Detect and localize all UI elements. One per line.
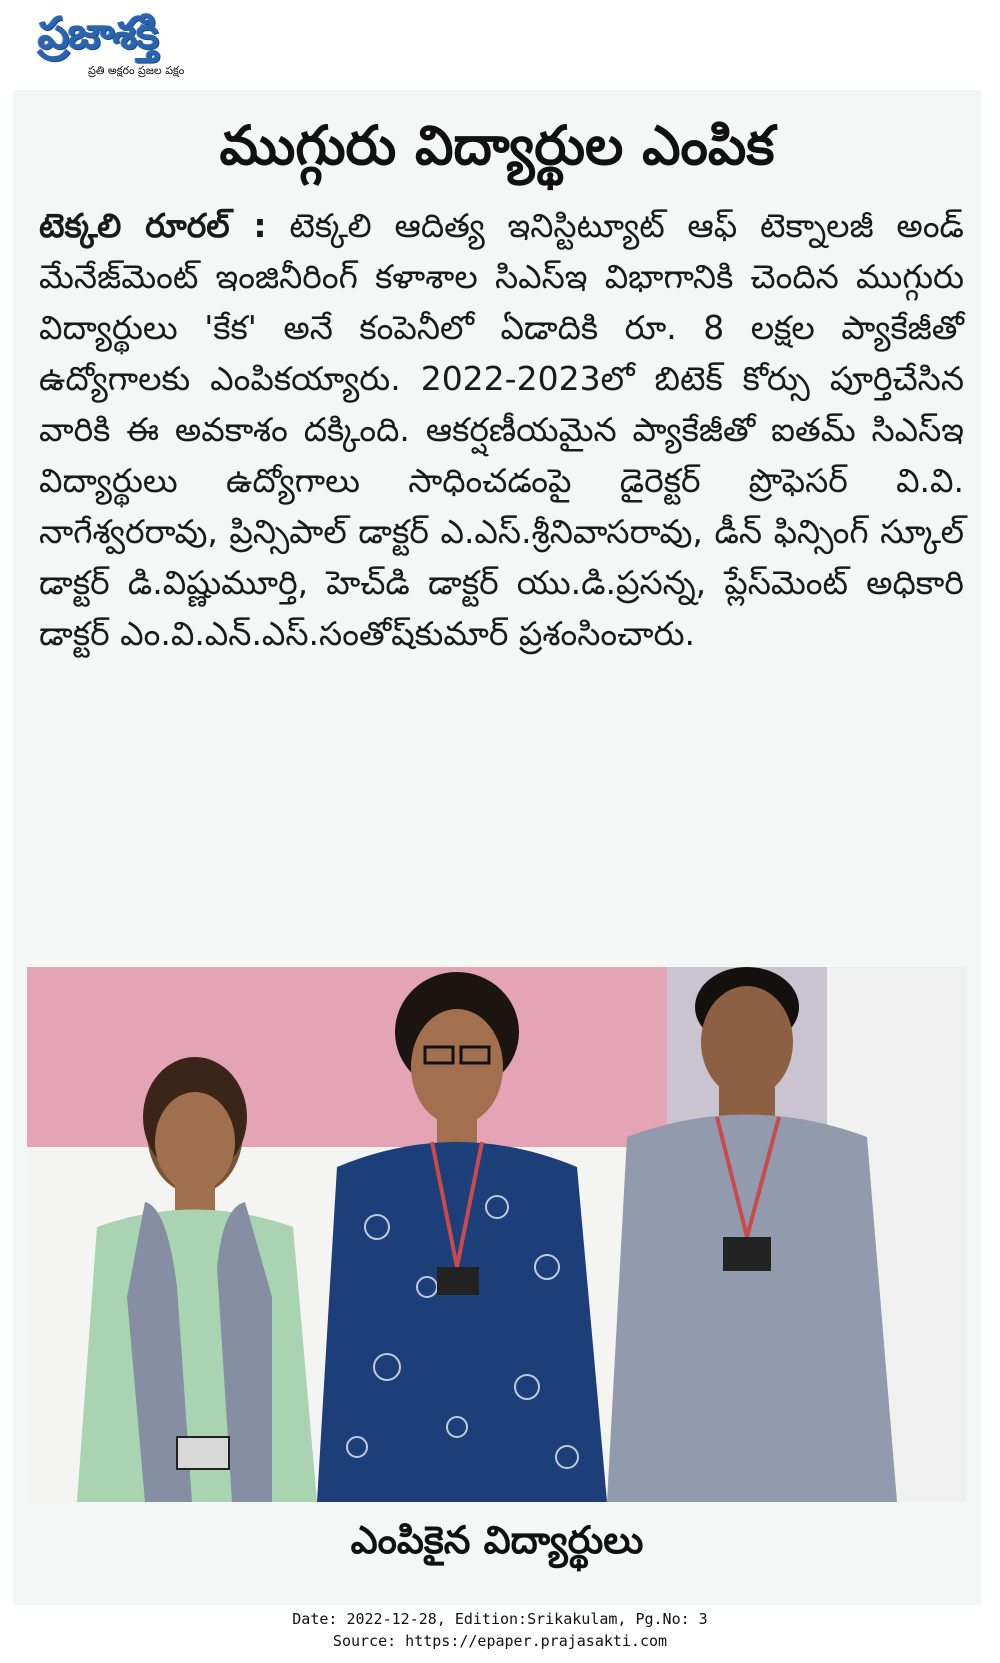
article-dateline: టెక్కలి రూరల్ :: [39, 206, 267, 245]
newspaper-logo: ప్రజాశక్తి: [38, 8, 159, 59]
footer-date-edition: Date: 2022-12-28, Edition:Srikakulam, Pg.No: 3: [292, 1610, 708, 1628]
article-body: [39, 200, 964, 659]
masthead: [38, 6, 283, 84]
news-article: [13, 90, 981, 1605]
photo-illustration: [27, 967, 967, 1502]
footer-source: Source: https://epaper.prajasakti.com: [332, 1632, 668, 1650]
photo-caption: ఎంపికైన విద్యార్థులు: [350, 1518, 644, 1562]
logo-tagline: ప్రతి అక్షరం ప్రజల పక్షం: [88, 64, 185, 77]
article-text: టెక్కలి ఆదిత్య ఇనిస్టిట్యూట్ ఆఫ్ టెక్నాలజీ అండ్ మేనేజ్‌మెంట్ ఇంజినీరింగ్ కళాశాల సిఎస్ఇ విభాగానికి చెందిన ముగ్గురు విద్యార్థులు 'కేక' అనే కంపెనీలో ఏడాదికి రూ. 8 లక్షల ప్యాకేజీతో ఉద్యోగాలకు ఎంపికయ్యారు. 2022-2023లో బిటెక్ కోర్సు పూర్తిచేసిన వారికి ఈ అవకాశం దక్కింది. ఆకర్షణీయమైన ప్యాకేజీతో ఐతమ్ సిఎస్ఇ విద్యార్థులు ఉద్యోగాలు సాధించడంపై డైరెక్టర్ ప్రొఫెసర్ వి.వి. నాగేశ్వరరావు, ప్రిన్సిపాల్ డాక్టర్ ఎ.ఎస్.శ్రీనివాసరావు, డీన్ ఫిన్సింగ్ స్కూల్ డాక్టర్ డి.విష్ణుమూర్తి, హెచ్‌డి డాక్టర్ యు.డి.ప్రసన్న, ప్లేస్‌మెంట్ అధికారి డాక్టర్ ఎం.వి.ఎన్.ఎస్.సంతోష్‌కుమార్ ప్రశంసించారు.: [39, 206, 964, 653]
students-photo: [27, 967, 967, 1502]
article-headline: ముగ్గురు విద్యార్థుల ఎంపిక: [219, 114, 775, 177]
